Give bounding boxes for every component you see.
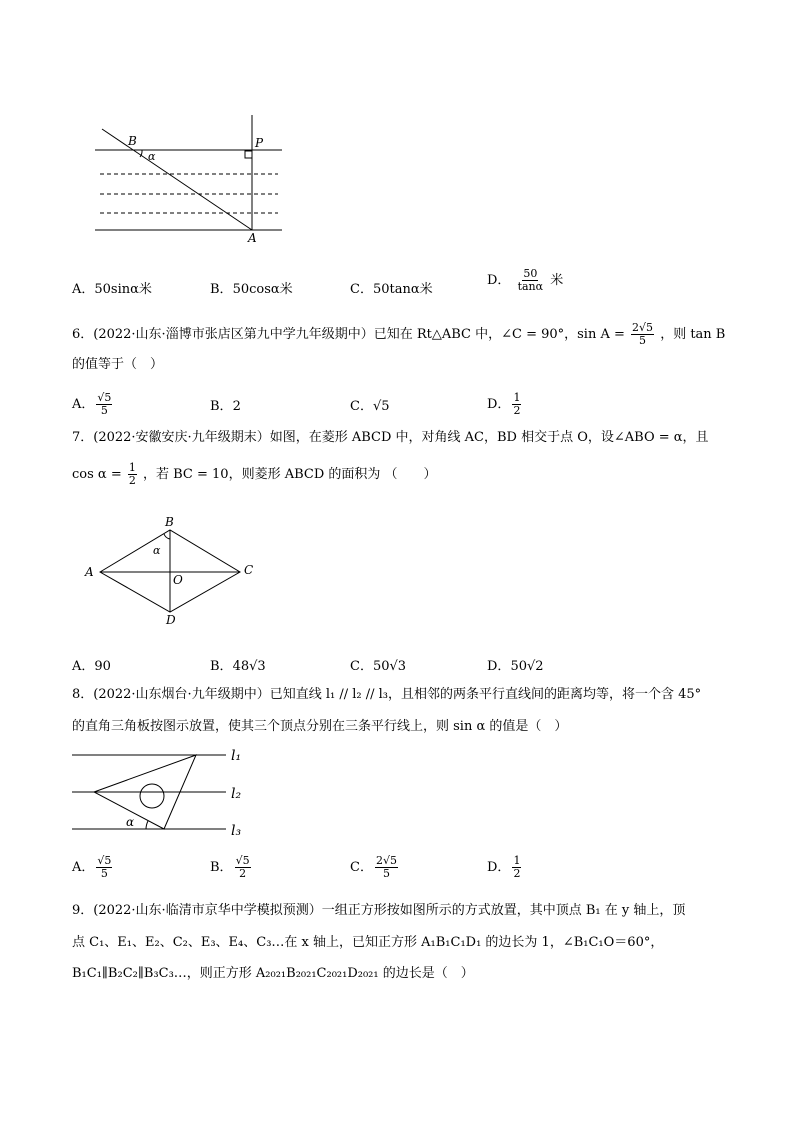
q6-option-a[interactable]: A． $\frac{√5}{5}$ — [72, 391, 112, 417]
label-alpha: α — [126, 815, 135, 829]
q8-figure — [68, 745, 268, 845]
q8-option-c[interactable]: C． $\frac{2√5}{5}$ — [350, 854, 397, 880]
label-B: B — [128, 134, 137, 148]
angle-arc — [164, 534, 170, 539]
line-BA — [102, 129, 252, 230]
label-l3: l₃ — [231, 823, 242, 839]
q8-option-b[interactable]: B． $\frac{√5}{2}$ — [210, 854, 250, 880]
q9-stem-line2: 点 C₁、E₁、E₂、C₂、E₃、E₄、C₃…在 x 轴上，已知正方形 A₁B₁C₁D₁ 的边长为 1，∠B₁C₁O＝60°， — [72, 935, 664, 950]
label-O: O — [173, 573, 183, 587]
label-B: B — [165, 515, 174, 529]
label-alpha: α — [153, 544, 161, 557]
label-l2: l₂ — [231, 786, 242, 802]
set-square-hole — [140, 784, 164, 808]
q6-stem-line2: 的值等于（ ） — [72, 357, 164, 372]
q7-option-b[interactable]: B．48√3 — [210, 659, 266, 674]
label-alpha: α — [148, 150, 156, 163]
q5-option-b[interactable]: B．50cosα米 — [210, 282, 293, 297]
q9-stem-line1: 9．(2022·山东·临清市京华中学模拟预测）一组正方形按如图所示的方式放置，其中顶点 B₁ 在 y 轴上，顶 — [72, 903, 686, 918]
angle-arc — [146, 821, 148, 829]
q7-stem-line2: cos α = $\frac{1}{2}$ ，若 BC = 10，则菱形 ABCD 的面积为 （ ） — [72, 461, 437, 487]
q6-option-c[interactable]: C．√5 — [350, 399, 390, 414]
q7-option-a[interactable]: A．90 — [72, 659, 111, 674]
fraction: $\frac{2√5}{5}$ — [632, 321, 654, 347]
label-P: P — [255, 136, 264, 150]
q5-option-a[interactable]: A．50sinα米 — [72, 282, 152, 297]
q9-stem-line3: B₁C₁∥B₂C₂∥B₃C₃…，则正方形 A₂₀₂₁B₂₀₂₁C₂₀₂₁D₂₀₂₁ 的边长是（ ） — [72, 966, 474, 981]
q8-option-d[interactable]: D． $\frac{1}{2}$ — [487, 854, 521, 880]
q8-stem-line1: 8．(2022·山东烟台·九年级期中）已知直线 l₁ // l₂ // l₃，且相邻的两条平行直线间的距离均等，将一个含 45° — [72, 687, 702, 702]
q7-option-c[interactable]: C．50√3 — [350, 659, 407, 674]
q8-stem-line2: 的直角三角板按图示放置，使其三个顶点分别在三条平行线上，则 sin α 的值是（ ） — [72, 719, 568, 734]
q6-option-b[interactable]: B．2 — [210, 399, 241, 414]
q6-option-d[interactable]: D． $\frac{1}{2}$ — [487, 391, 521, 417]
label-l1: l₁ — [231, 748, 242, 764]
fraction: $\frac{50}{\tan\alpha}$ — [517, 267, 544, 293]
q5-figure — [90, 112, 290, 247]
q7-stem-line1: 7．(2022·安徽安庆·九年级期末）如图，在菱形 ABCD 中，对角线 AC，BD 相交于点 O，设∠ABO = α，且 — [72, 430, 709, 445]
q7-figure — [80, 512, 260, 627]
right-angle-mark — [245, 151, 252, 158]
fraction: $\frac{1}{2}$ — [128, 461, 136, 487]
q5-option-c[interactable]: C．50tanα米 — [350, 282, 433, 297]
q8-option-a[interactable]: A． $\frac{√5}{5}$ — [72, 854, 112, 880]
label-A: A — [85, 565, 94, 579]
q6-stem-line1: 6．(2022·山东·淄博市张店区第九中学九年级期中）已知在 Rt△ABC 中，∠C = 90°，sin A = $\frac{2√5}{5}$ ，则 tan B — [72, 321, 726, 347]
label-D: D — [166, 613, 176, 627]
label-A: A — [248, 231, 257, 245]
q5-option-d[interactable]: D． $\frac{50}{\tan\alpha}$ 米 — [487, 267, 564, 293]
label-C: C — [244, 563, 254, 577]
q7-option-d[interactable]: D．50√2 — [487, 659, 544, 674]
